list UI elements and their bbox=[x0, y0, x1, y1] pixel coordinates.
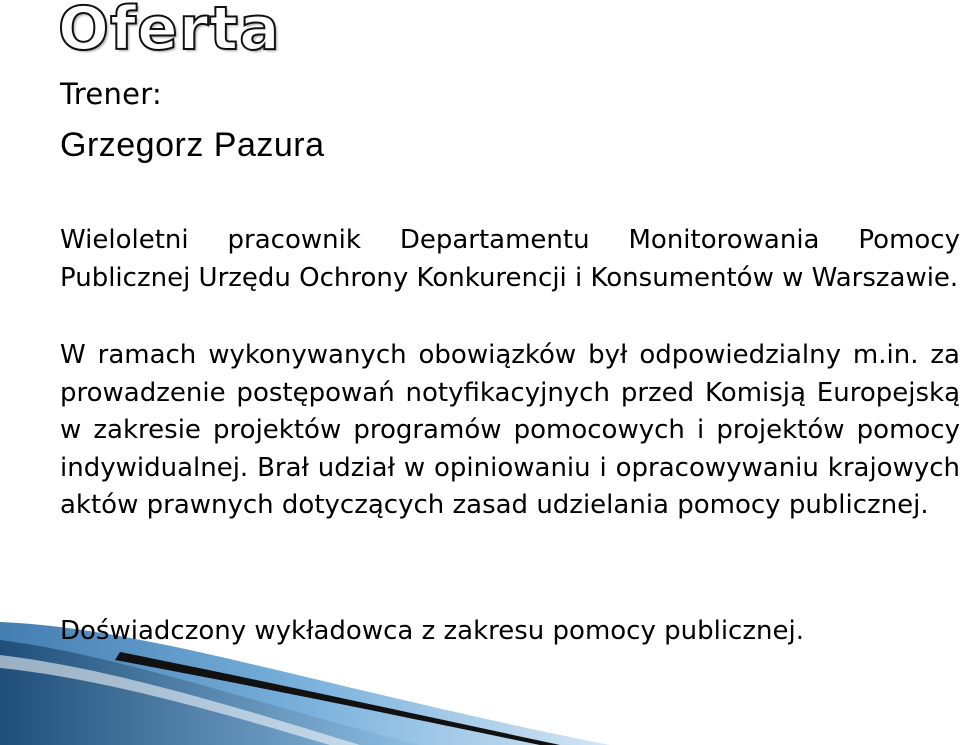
slide-title: Oferta bbox=[58, 0, 281, 64]
trainer-label: Trener: bbox=[60, 77, 163, 111]
trainer-name: Grzegorz Pazura bbox=[60, 126, 325, 164]
bio-paragraph-1: Wieloletni pracownik Departamentu Monitorowania Pomocy Publicznej Urzędu Ochrony Konkurencji i Konsumentów w Warszawie. bbox=[60, 225, 960, 293]
bio-paragraph-3: Doświadczony wykładowca z zakresu pomocy publicznej. bbox=[60, 616, 804, 646]
bio-paragraph-2: W ramach wykonywanych obowiązków był odpowiedzialny m.in. za prowadzenie postępowań notyfikacyjnych przed Komisją Europejską w zakresie projektów programów pomocowych i projektów pomocy indywidualnej. Brał udział w opiniowaniu i opracowywaniu krajowych aktów prawnych dotyczących zasad udzielania pomocy publicznej. bbox=[60, 340, 960, 520]
